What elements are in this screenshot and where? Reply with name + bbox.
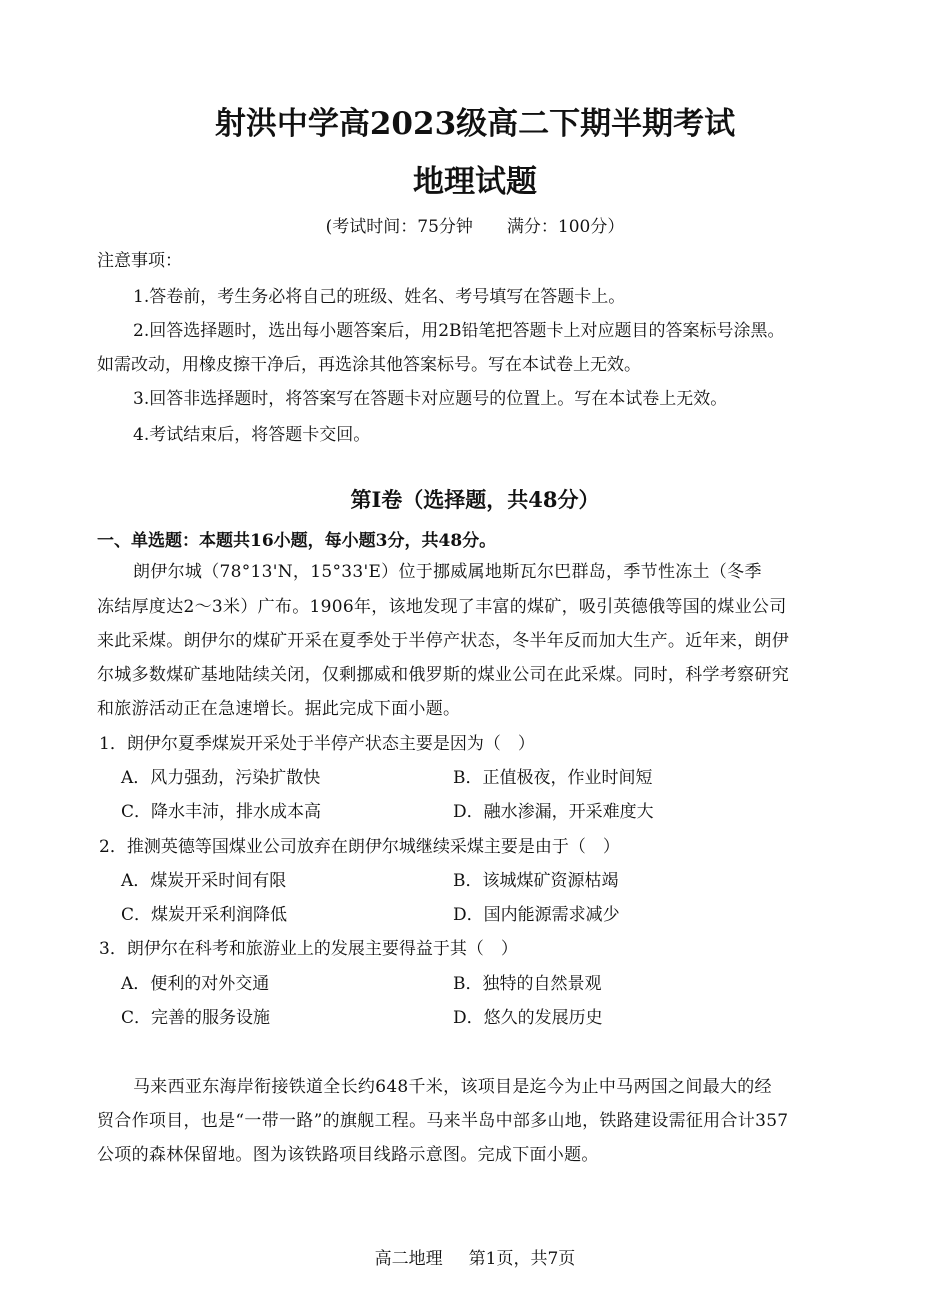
footer-page-number: 第1页，共7页 <box>468 1249 576 1269</box>
exam-score: 满分：100分） <box>506 217 625 237</box>
footer-subject: 高二地理 <box>374 1249 443 1269</box>
question-1-option-c: C．降水丰沛，排水成本高 <box>121 802 322 822</box>
passage1-line: 来此采煤。朗伊尔的煤矿开采在夏季处于半停产状态，冬半年反而加大生产。近年来，朗伊 <box>97 631 789 651</box>
section-title: 第Ⅰ卷（选择题，共48分） <box>350 487 600 512</box>
question-3-option-c: C．完善的服务设施 <box>121 1008 271 1028</box>
question-1-option-d: D．融水渗漏，开采难度大 <box>453 802 654 822</box>
question-3-stem: 3．朗伊尔在科考和旅游业上的发展主要得益于其（ ） <box>99 939 518 959</box>
passage1-line: 冻结厚度达2～3米）广布。1906年，该地发现了丰富的煤矿，吸引英德俄等国的煤业公司 <box>97 597 787 617</box>
page-footer <box>0 1244 950 1269</box>
question-2-stem: 2．推测英德等国煤业公司放弃在朗伊尔城继续采煤主要是由于（ ） <box>99 837 620 857</box>
question-1-option-a: A．风力强劲，污染扩散快 <box>121 768 321 788</box>
passage1-line: 尔城多数煤矿基地陆续关闭，仅剩挪威和俄罗斯的煤业公司在此采煤。同时，科学考察研究 <box>97 665 789 685</box>
notes-title: 注意事项： <box>97 251 182 271</box>
passage2-line: 贸合作项目，也是“一带一路”的旗舰工程。马来半岛中部多山地，铁路建设需征用合计357 <box>97 1111 789 1131</box>
exam-time: (考试时间：75分钟 <box>325 217 473 237</box>
question-3-option-d: D．悠久的发展历史 <box>453 1008 603 1028</box>
subject-title: 地理试题 <box>413 164 537 200</box>
question-3-option-a: A．便利的对外交通 <box>121 974 270 994</box>
question-2-option-b: B．该城煤矿资源枯竭 <box>453 871 619 891</box>
note-item-3: 3.回答非选择题时，将答案写在答题卡对应题号的位置上。写在本试卷上无效。 <box>133 389 728 409</box>
exam-title: 射洪中学高2023级高二下期半期考试 <box>214 106 736 142</box>
exam-meta <box>0 212 950 237</box>
question-1-option-b: B．正值极夜，作业时间短 <box>453 768 653 788</box>
passage2-line: 公项的森林保留地。图为该铁路项目线路示意图。完成下面小题。 <box>97 1145 599 1165</box>
question-2-option-a: A．煤炭开采时间有限 <box>121 871 287 891</box>
passage1-line: 和旅游活动正在急速增长。据此完成下面小题。 <box>97 699 461 719</box>
note-item-2: 2.回答选择题时，选出每小题答案后，用2B铅笔把答题卡上对应题目的答案标号涂黑。 <box>133 321 785 341</box>
passage2-line: 马来西亚东海岸衔接铁道全长约648千米，该项目是迄今为止中马两国之间最大的经 <box>133 1077 772 1097</box>
part-heading: 一、单选题：本题共16小题，每小题3分，共48分。 <box>97 531 497 551</box>
passage1-line: 朗伊尔城（78°13'N，15°33'E）位于挪威属地斯瓦尔巴群岛，季节性冻土（冬季 <box>133 562 762 582</box>
note-item-4: 4.考试结束后，将答题卡交回。 <box>133 425 371 445</box>
question-2-option-d: D．国内能源需求减少 <box>453 905 620 925</box>
question-2-option-c: C．煤炭开采利润降低 <box>121 905 288 925</box>
question-3-option-b: B．独特的自然景观 <box>453 974 602 994</box>
note-item-1: 1.答卷前，考生务必将自己的班级、姓名、考号填写在答题卡上。 <box>133 287 626 307</box>
question-1-stem: 1．朗伊尔夏季煤炭开采处于半停产状态主要是因为（ ） <box>99 734 535 754</box>
note-item-2-cont: 如需改动，用橡皮擦干净后，再选涂其他答案标号。写在本试卷上无效。 <box>97 355 641 375</box>
